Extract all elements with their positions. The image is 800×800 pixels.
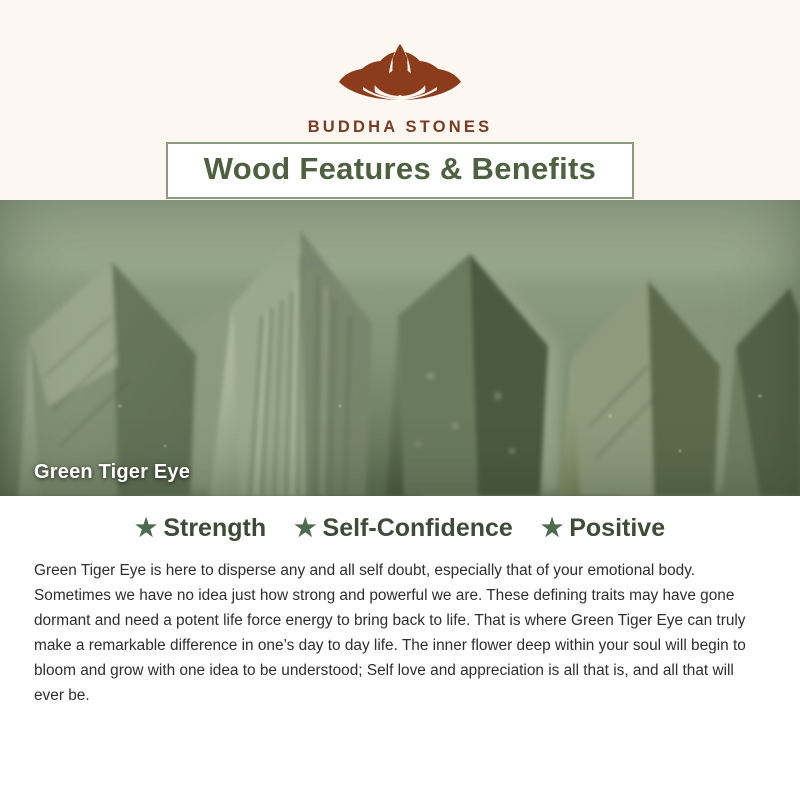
page-title-container — [0, 142, 800, 199]
star-icon: ★ — [294, 514, 317, 542]
benefit-label: Strength — [163, 514, 267, 542]
lotus-meditation-icon — [315, 22, 485, 114]
benefit-item — [135, 514, 266, 543]
benefit-label: Self-Confidence — [322, 514, 513, 542]
hero-photo — [0, 196, 800, 496]
brand-name: BUDDHA STONES — [307, 118, 493, 136]
content-panel — [0, 496, 800, 800]
benefit-label: Positive — [569, 514, 666, 542]
benefits-list — [34, 514, 766, 543]
star-icon: ★ — [540, 514, 564, 542]
page-title-bar — [166, 142, 634, 199]
benefit-item — [541, 514, 665, 543]
description-text: Green Tiger Eye is here to disperse any and all self doubt, especially that of your emotional body. Sometimes we have no idea just how strong and powerful we are. These defining traits may have gone dormant and need a potent life force energy to bring back to life. That is where Green Tiger Eye can truly make a remarkable difference in one’s day to day life. The inner flower deep within your soul will begin to bloom and grow with one idea to be understood; Self love and appreciation is all that is, and all that will ever be. — [34, 562, 746, 704]
star-icon: ★ — [134, 514, 158, 542]
benefit-item — [294, 514, 513, 543]
bottom-white-bar — [0, 774, 800, 800]
page-title: Wood Features & Benefits — [203, 151, 597, 186]
photo-caption: Green Tiger Eye — [34, 461, 191, 483]
